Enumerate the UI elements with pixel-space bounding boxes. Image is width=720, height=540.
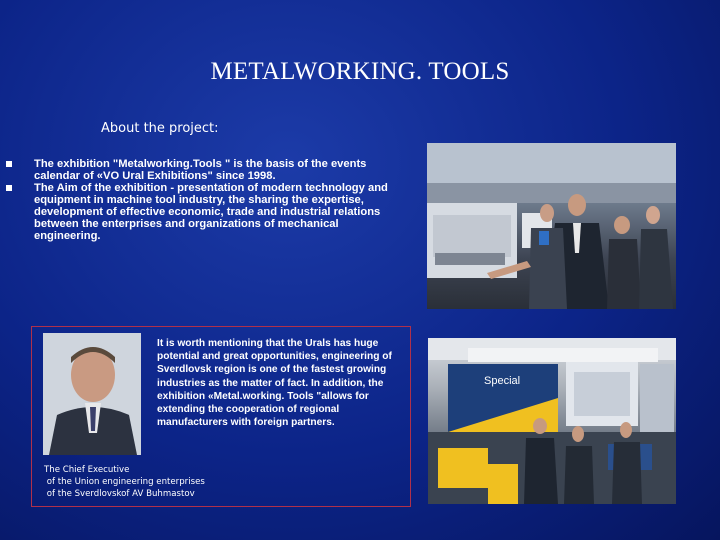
- caption-line: of the Sverdlovskof AV Buhmastov: [44, 489, 195, 499]
- exhibition-visitors-photo: [427, 143, 676, 309]
- exhibition-booth-illustration: [428, 338, 676, 504]
- bullet-item: [6, 158, 398, 182]
- caption-line: The Chief Executive: [44, 465, 130, 475]
- exhibition-visitors-illustration: [427, 143, 676, 309]
- bullet-text: The exhibition "Metalworking.Tools " is the basis of the events calendar of «VO Ural Exhibitions" since 1998.: [34, 158, 367, 182]
- booth-sign-text: Special: [484, 375, 521, 387]
- quote-text: It is worth mentioning that the Urals has huge potential and great opportunities, engineering of Sverdlovsk region is one of the fastest growing industries as the matter of fact. In addition, the exhibition «Metal.working. Tools "allows for extending the cooperation of regional manufacturers with foreign partners.: [157, 338, 392, 429]
- executive-portrait: [43, 333, 141, 455]
- bullet-list: [6, 158, 398, 242]
- bullet-text: The Aim of the exhibition - presentation of modern technology and equipment in machine tool industry, the sharing the expertise, development of effective economic, trade and industrial relations between the enterprises and organizations of mechanical engineering.: [34, 182, 388, 242]
- bullet-square-icon: [6, 161, 12, 167]
- bullet-item: [6, 182, 398, 242]
- portrait-caption: [44, 464, 244, 500]
- about-heading: About the project:: [101, 121, 219, 136]
- executive-portrait-illustration: [43, 333, 141, 455]
- caption-line: of the Union engineering enterprises: [44, 477, 205, 487]
- bullet-square-icon: [6, 185, 12, 191]
- slide-title: METALWORKING. TOOLS: [210, 58, 510, 85]
- exhibition-booth-photo: [428, 338, 676, 504]
